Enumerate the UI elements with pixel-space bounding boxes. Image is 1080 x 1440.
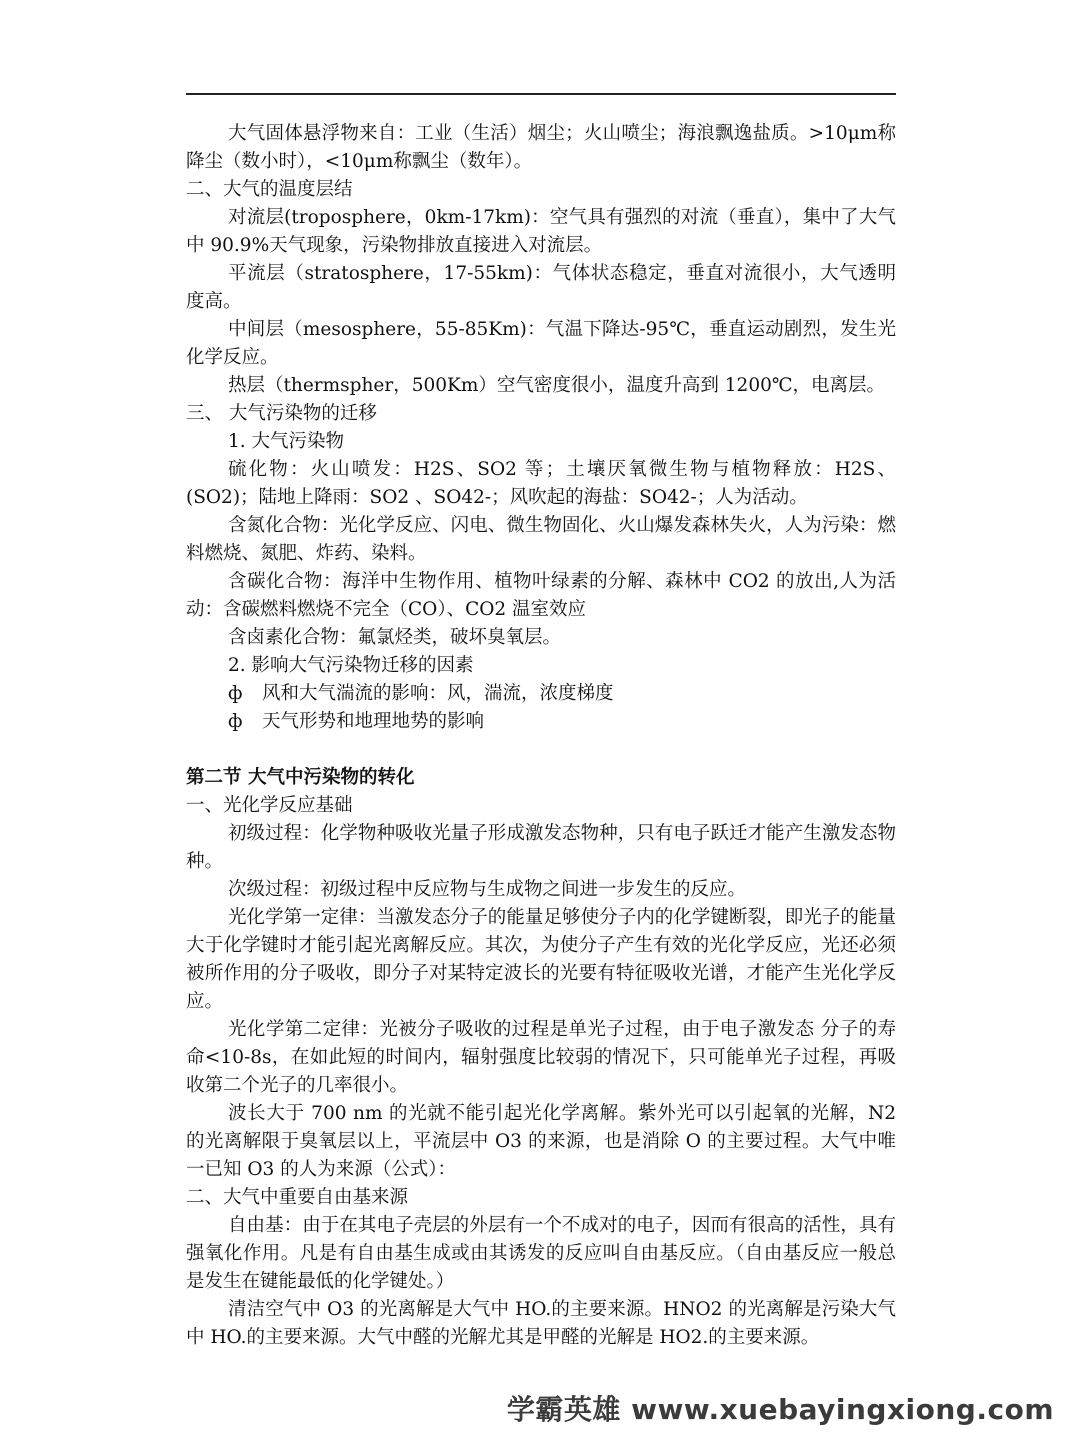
bullet-item <box>186 680 896 708</box>
paragraph: 清洁空气中 O3 的光离解是大气中 HO.的主要来源。HNO2 的光离解是污染大气中 HO.的主要来源。大气中醛的光解尤其是甲醛的光解是 HO2.的主要来源。 <box>186 1299 896 1348</box>
paragraph: 三、 大气污染物的迁移 <box>186 403 377 424</box>
paragraph: 热层（thermspher，500Km）空气密度很小，温度升高到 1200℃，电离层。 <box>228 375 886 396</box>
paragraph: 一、光化学反应基础 <box>186 795 353 816</box>
paragraph: 含碳化合物：海洋中生物作用、植物叶绿素的分解、森林中 CO2 的放出,人为活动：含碳燃料燃烧不完全（CO）、CO2 温室效应 <box>186 571 896 620</box>
paragraph: 初级过程：化学物种吸收光量子形成激发态物种，只有电子跃迁才能产生激发态物种。 <box>186 823 896 872</box>
paragraph: 大气固体悬浮物来自：工业（生活）烟尘；火山喷尘；海浪飘逸盐质。>10μm称降尘（数小时），<10μm称飘尘（数年）。 <box>186 123 896 172</box>
document-body <box>186 120 896 1352</box>
paragraph: 平流层（stratosphere，17-55km)：气体状态稳定，垂直对流很小，大气透明度高。 <box>186 263 896 312</box>
paragraph: 中间层（mesosphere，55-85Km)：气温下降达-95℃，垂直运动剧烈，发生光化学反应。 <box>186 319 896 368</box>
section-title: 第二节 大气中污染物的转化 <box>186 767 415 788</box>
paragraph: 自由基：由于在其电子壳层的外层有一个不成对的电子，因而有很高的活性，具有强氧化作用。凡是有自由基生成或由其诱发的反应叫自由基反应。（自由基反应一般总是发生在键能最低的化学键处。） <box>186 1215 896 1292</box>
paragraph: 光化学第一定律：当激发态分子的能量足够使分子内的化学键断裂，即光子的能量大于化学键时才能引起光离解反应。其次，为使分子产生有效的光化学反应，光还必须被所作用的分子吸收，即分子对某特定波长的光要有特征吸收光谱，才能产生光化学反应。 <box>186 907 896 1012</box>
paragraph: 波长大于 700 nm 的光就不能引起光化学离解。紫外光可以引起氧的光解，N2 的光离解限于臭氧层以上，平流层中 O3 的来源，也是消除 O 的主要过程。大气中唯一已知 O3 的人为来源（公式）： <box>186 1103 896 1180</box>
bullet-list <box>186 680 896 736</box>
paragraph: 含氮化合物：光化学反应、闪电、微生物固化、火山爆发森林失火，人为污染：燃料燃烧、氮肥、炸药、染料。 <box>186 515 896 564</box>
paragraph: 二、大气的温度层结 <box>186 179 353 200</box>
header-rule <box>186 93 896 95</box>
paragraph: 含卤素化合物：氟氯烃类，破坏臭氧层。 <box>228 627 562 648</box>
paragraph: 光化学第二定律：光被分子吸收的过程是单光子过程，由于电子激发态 分子的寿命<10-8s，在如此短的时间内，辐射强度比较弱的情况下，只可能单光子过程，再吸收第二个光子的几率很小。 <box>186 1019 896 1096</box>
bullet-mark: ф <box>228 683 243 704</box>
section-one-text <box>186 120 896 680</box>
paragraph: 2. 影响大气污染物迁移的因素 <box>228 655 474 676</box>
bullet-mark: ф <box>228 711 243 732</box>
paragraph: 1. 大气污染物 <box>228 431 345 452</box>
paragraph: 硫化物：火山喷发：H2S、SO2 等；土壤厌氧微生物与植物释放：H2S、(SO2)；陆地上降雨：SO2 、SO42-；风吹起的海盐：SO42-；人为活动。 <box>186 459 896 508</box>
bullet-text: 天气形势和地理地势的影响 <box>262 711 485 732</box>
paragraph: 对流层(troposphere，0km-17km)：空气具有强烈的对流（垂直），集中了大气中 90.9%天气现象，污染物排放直接进入对流层。 <box>186 207 896 256</box>
paragraph: 次级过程：初级过程中反应物与生成物之间进一步发生的反应。 <box>228 879 747 900</box>
bullet-item <box>186 708 896 736</box>
bullet-text: 风和大气湍流的影响：风，湍流，浓度梯度 <box>262 683 614 704</box>
paragraph: 二、大气中重要自由基来源 <box>186 1187 409 1208</box>
watermark: 学霸英雄 www.xuebayingxiong.com <box>506 1393 1054 1426</box>
section-two-text <box>186 792 896 1352</box>
